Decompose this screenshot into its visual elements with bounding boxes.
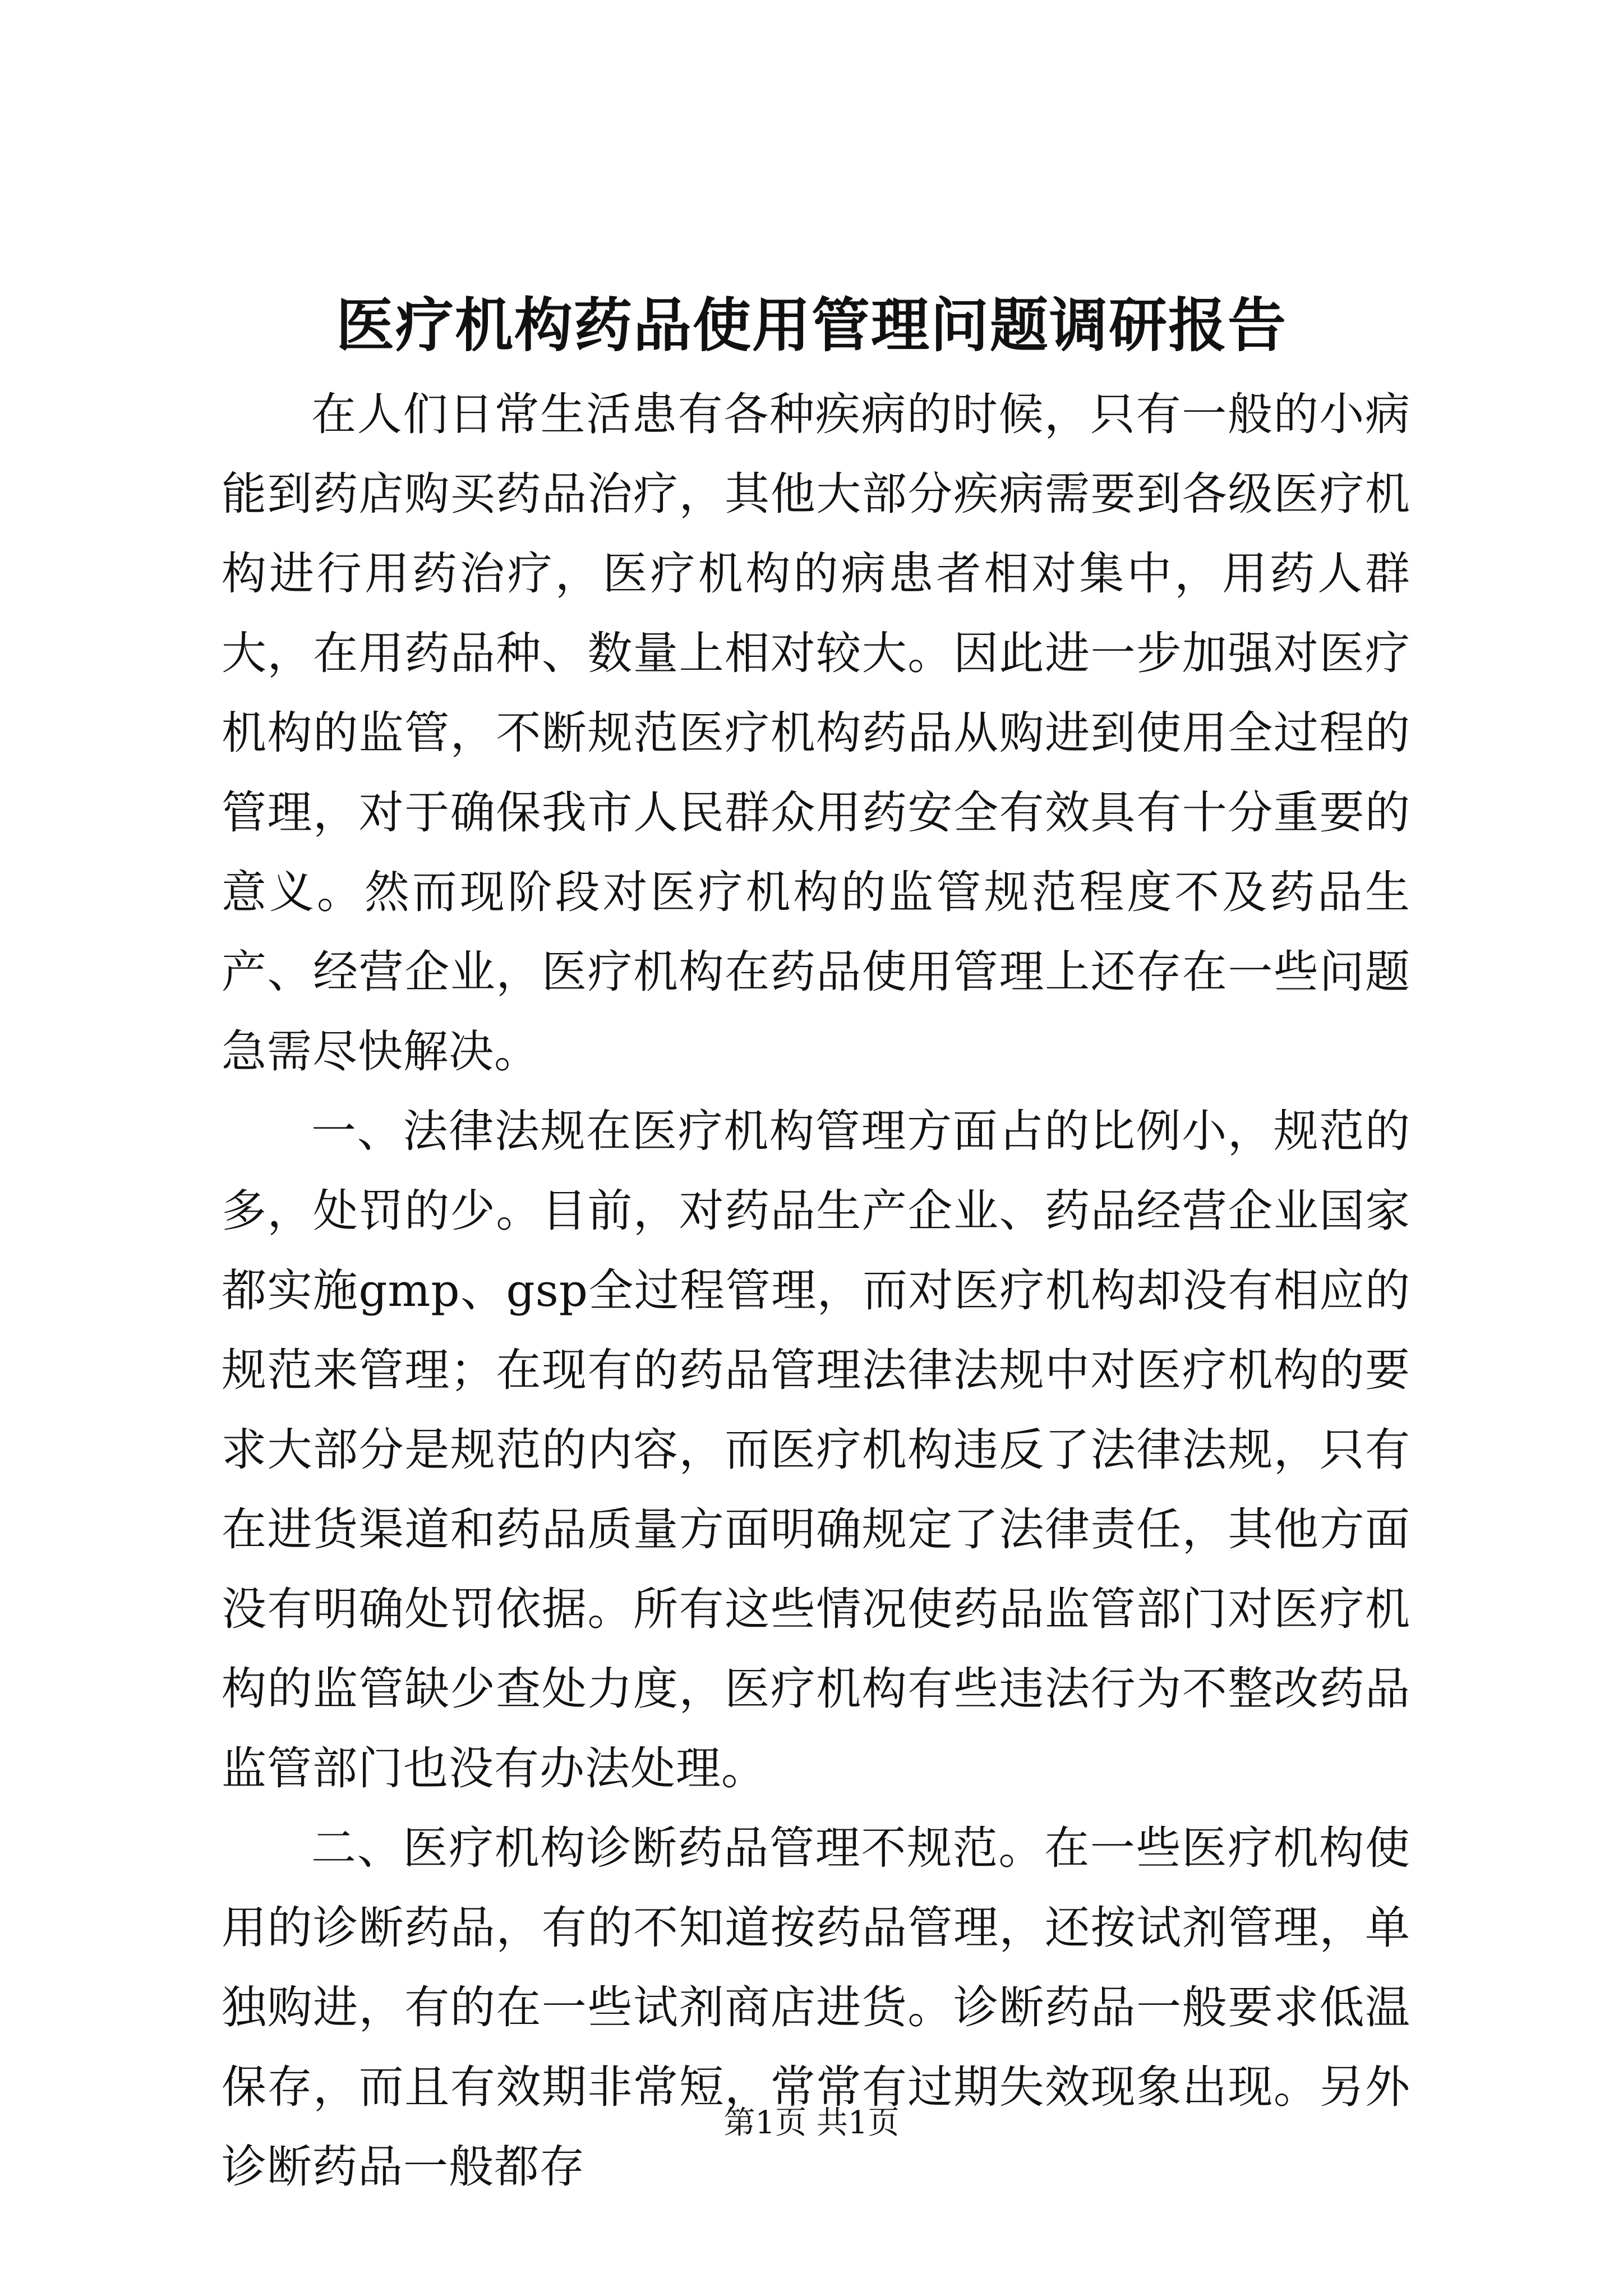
page-footer: 第1页 共1页 [723, 2105, 900, 2141]
paragraph-section-2: 二、医疗机构诊断药品管理不规范。在一些医疗机构使用的诊断药品，有的不知道按药品管理，还按试剂管理，单独购进，有的在一些试剂商店进货。诊断药品一般要求低温保存，而且有效期非常短，常常有过期失效现象出现。另外诊断药品一般都存 [222, 1822, 1410, 2193]
document-body [222, 375, 1410, 2207]
paragraph-section-1: 一、法律法规在医疗机构管理方面占的比例小，规范的多，处罚的少。目前，对药品生产企业、药品经营企业国家都实施gmp、gsp全过程管理，而对医疗机构却没有相应的规范来管理；在现有的药品管理法律法规中对医疗机构的要求大部分是规范的内容，而医疗机构违反了法律法规，只有在进货渠道和药品质量方面明确规定了法律责任，其他方面没有明确处罚依据。所有这些情况使药品监管部门对医疗机构的监管缺少查处力度，医疗机构有些违法行为不整改药品监管部门也没有办法处理。 [222, 1105, 1410, 1795]
paragraph-intro: 在人们日常生活患有各种疾病的时候，只有一般的小病能到药店购买药品治疗，其他大部分疾病需要到各级医疗机构进行用药治疗，医疗机构的病患者相对集中，用药人群大，在用药品种、数量上相对较大。因此进一步加强对医疗机构的监管，不断规范医疗机构药品从购进到使用全过程的管理，对于确保我市人民群众用药安全有效具有十分重要的意义。然而现阶段对医疗机构的监管规范程度不及药品生产、经营企业，医疗机构在药品使用管理上还存在一些问题急需尽快解决。 [222, 388, 1410, 1078]
document-title: 医疗机构药品使用管理问题调研报告 [335, 291, 1287, 360]
